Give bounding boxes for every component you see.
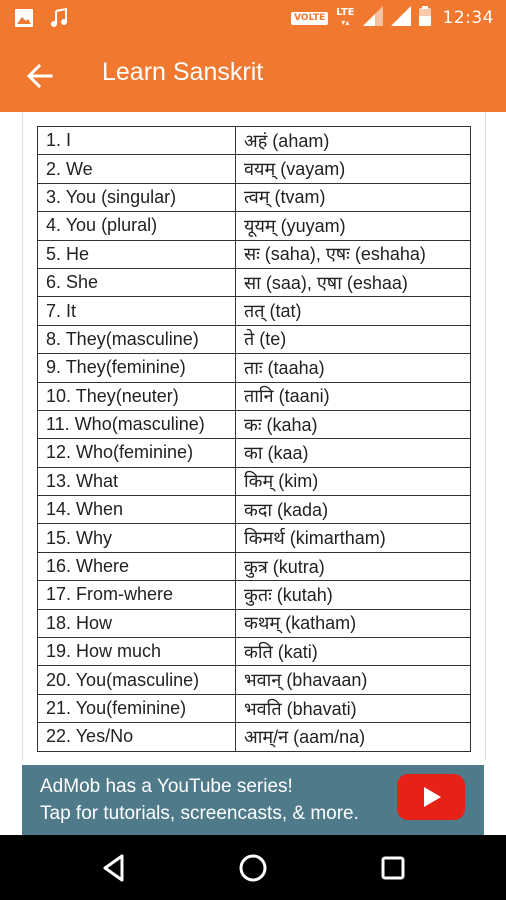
english-word-cell: 7. It: [38, 297, 236, 325]
music-note-icon: [50, 8, 68, 32]
play-icon: [424, 787, 441, 807]
status-bar: [0, 0, 506, 38]
table-row: [38, 297, 471, 325]
table-row: [38, 439, 471, 467]
english-word-cell: 6. She: [38, 268, 236, 296]
ad-text: [40, 773, 359, 827]
lte-indicator: LTE ▾▴: [336, 7, 355, 27]
table-row: [38, 609, 471, 637]
english-word-cell: 15. Why: [38, 524, 236, 552]
table-row: [38, 212, 471, 240]
table-row: [38, 240, 471, 268]
nav-home-button[interactable]: [236, 851, 270, 885]
sanskrit-word-cell: ताः (taaha): [236, 354, 471, 382]
sanskrit-word-cell: वयम् (vayam): [236, 155, 471, 183]
english-word-cell: 18. How: [38, 609, 236, 637]
back-triangle-icon: [98, 851, 132, 885]
sanskrit-word-cell: कः (kaha): [236, 410, 471, 438]
table-row: [38, 467, 471, 495]
english-word-cell: 20. You(masculine): [38, 666, 236, 694]
table-row: [38, 694, 471, 722]
nav-back-button[interactable]: [98, 851, 132, 885]
sanskrit-word-cell: भवान् (bhavaan): [236, 666, 471, 694]
vocabulary-table: [37, 126, 471, 752]
english-word-cell: 9. They(feminine): [38, 354, 236, 382]
recents-square-icon: [376, 851, 410, 885]
sanskrit-word-cell: कथम् (katham): [236, 609, 471, 637]
english-word-cell: 21. You(feminine): [38, 694, 236, 722]
table-row: [38, 155, 471, 183]
ad-line-1: AdMob has a YouTube series!: [40, 776, 293, 797]
table-row: [38, 524, 471, 552]
battery-icon: [419, 6, 431, 30]
clock: 12:34: [442, 8, 494, 28]
page-title: Learn Sanskrit: [102, 58, 264, 86]
ad-line-2: Tap for tutorials, screencasts, & more.: [40, 803, 359, 824]
english-word-cell: 12. Who(feminine): [38, 439, 236, 467]
table-row: [38, 723, 471, 751]
english-word-cell: 10. They(neuter): [38, 382, 236, 410]
sanskrit-word-cell: आम्/न (aam/na): [236, 723, 471, 751]
sanskrit-word-cell: भवति (bhavati): [236, 694, 471, 722]
sanskrit-word-cell: किम् (kim): [236, 467, 471, 495]
table-row: [38, 581, 471, 609]
english-word-cell: 22. Yes/No: [38, 723, 236, 751]
navigation-bar: [0, 835, 506, 900]
nav-recents-button[interactable]: [376, 851, 410, 885]
app-bar: [0, 38, 506, 112]
english-word-cell: 17. From-where: [38, 581, 236, 609]
english-word-cell: 4. You (plural): [38, 212, 236, 240]
table-row: [38, 552, 471, 580]
english-word-cell: 3. You (singular): [38, 183, 236, 211]
sanskrit-word-cell: का (kaa): [236, 439, 471, 467]
back-button[interactable]: [26, 62, 54, 90]
content-card[interactable]: [22, 112, 486, 760]
sanskrit-word-cell: तत् (tat): [236, 297, 471, 325]
english-word-cell: 11. Who(masculine): [38, 410, 236, 438]
image-icon: [14, 8, 34, 32]
english-word-cell: 2. We: [38, 155, 236, 183]
english-word-cell: 13. What: [38, 467, 236, 495]
sanskrit-word-cell: ते (te): [236, 325, 471, 353]
sanskrit-word-cell: कदा (kada): [236, 496, 471, 524]
ad-banner[interactable]: [22, 765, 484, 835]
table-row: [38, 127, 471, 155]
sanskrit-word-cell: कति (kati): [236, 638, 471, 666]
signal-icon: [391, 6, 411, 30]
english-word-cell: 1. I: [38, 127, 236, 155]
table-row: [38, 638, 471, 666]
english-word-cell: 8. They(masculine): [38, 325, 236, 353]
home-circle-icon: [236, 851, 270, 885]
sanskrit-word-cell: तानि (taani): [236, 382, 471, 410]
english-word-cell: 16. Where: [38, 552, 236, 580]
volte-badge: VOLTE: [291, 12, 328, 25]
sanskrit-word-cell: किमर्थ (kimartham): [236, 524, 471, 552]
youtube-play-icon[interactable]: [397, 774, 465, 820]
english-word-cell: 5. He: [38, 240, 236, 268]
table-row: [38, 666, 471, 694]
signal-icon: [363, 6, 383, 30]
table-row: [38, 268, 471, 296]
sanskrit-word-cell: कुतः (kutah): [236, 581, 471, 609]
english-word-cell: 14. When: [38, 496, 236, 524]
english-word-cell: 19. How much: [38, 638, 236, 666]
sanskrit-word-cell: सा (saa), एषा (eshaa): [236, 268, 471, 296]
sanskrit-word-cell: यूयम् (yuyam): [236, 212, 471, 240]
sanskrit-word-cell: त्वम् (tvam): [236, 183, 471, 211]
table-row: [38, 496, 471, 524]
table-row: [38, 382, 471, 410]
table-row: [38, 410, 471, 438]
sanskrit-word-cell: अहं (aham): [236, 127, 471, 155]
sanskrit-word-cell: सः (saha), एषः (eshaha): [236, 240, 471, 268]
arrow-left-icon: [26, 62, 54, 90]
sanskrit-word-cell: कुत्र (kutra): [236, 552, 471, 580]
table-row: [38, 183, 471, 211]
table-row: [38, 325, 471, 353]
table-row: [38, 354, 471, 382]
